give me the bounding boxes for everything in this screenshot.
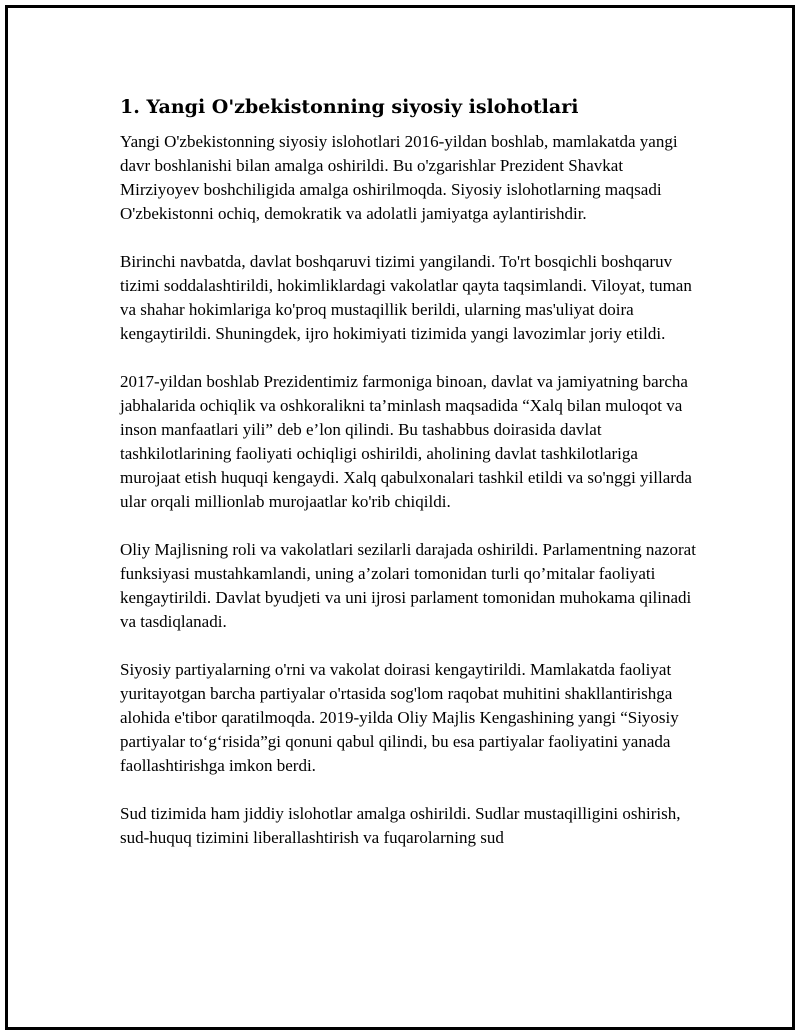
paragraph-intro: Yangi O'zbekistonning siyosiy islohotlari 2016-yildan boshlab, mamlakatda yangi davr boshlanishi bilan amalga oshirildi. Bu o'zgarishlar Prezident Shavkat Mirziyoyev boshchiligida amalga oshirilmoqda. Siyosiy islohotlarning maqsadi O'zbekistonni ochiq, demokratik va adolatli jamiyatga aylantirishdir.: [120, 132, 678, 223]
section-heading: 1. Yangi O'zbekistonning siyosiy islohotlari: [120, 96, 579, 118]
paragraph-judiciary: Sud tizimida ham jiddiy islohotlar amalga oshirildi. Sudlar mustaqilligini oshirish, sud-huquq tizimini liberallashtirish va fuqarolarning sud: [120, 804, 681, 847]
paragraph-parliament: Oliy Majlisning roli va vakolatlari sezilarli darajada oshirildi. Parlamentning nazorat funksiyasi mustahkamlandi, uning a’zolari tomonidan turli qo’mitalar faoliyati kengaytirildi. Davlat byudjeti va uni ijrosi parlament tomonidan muhokama qilinadi va tasdiqlanadi.: [120, 540, 696, 631]
paragraph-parties: Siyosiy partiyalarning o'rni va vakolat doirasi kengaytirildi. Mamlakatda faoliyat yuritayotgan barcha partiyalar o'rtasida sog'lom raqobat muhitini shakllantirishga alohida e'tibor qaratilmoqda. 2019-yilda Oliy Majlis Kengashining yangi “Siyosiy partiyalar to‘g‘risida”gi qonuni qabul qilindi, bu esa partiyalar faoliyatini yanada faollashtirishga imkon berdi.: [120, 660, 679, 775]
paragraph-dialogue: 2017-yildan boshlab Prezidentimiz farmoniga binoan, davlat va jamiyatning barcha jabhalarida ochiqlik va oshkoralikni ta’minlash maqsadida “Xalq bilan muloqot va inson manfaatlari yili” deb e’lon qilindi. Bu tashabbus doirasida davlat tashkilotlarining faoliyati ochiqligi oshirildi, aholining davlat tashkilotlariga murojaat etish huquqi kengaydi. Xalq qabulxonalari tashkil etildi va so'nggi yillarda ular orqali millionlab murojaatlar ko'rib chiqildi.: [120, 372, 692, 511]
paragraph-governance: Birinchi navbatda, davlat boshqaruvi tizimi yangilandi. To'rt bosqichli boshqaruv tizimi soddalashtirildi, hokimliklardagi vakolatlar qayta taqsimlandi. Viloyat, tuman va shahar hokimlariga ko'proq mustaqillik berildi, ularning mas'uliyat doira kengaytirildi. Shuningdek, ijro hokimiyati tizimida yangi lavozimlar joriy etildi.: [120, 252, 692, 343]
document-body: [120, 94, 700, 874]
document-page: [5, 5, 795, 1030]
